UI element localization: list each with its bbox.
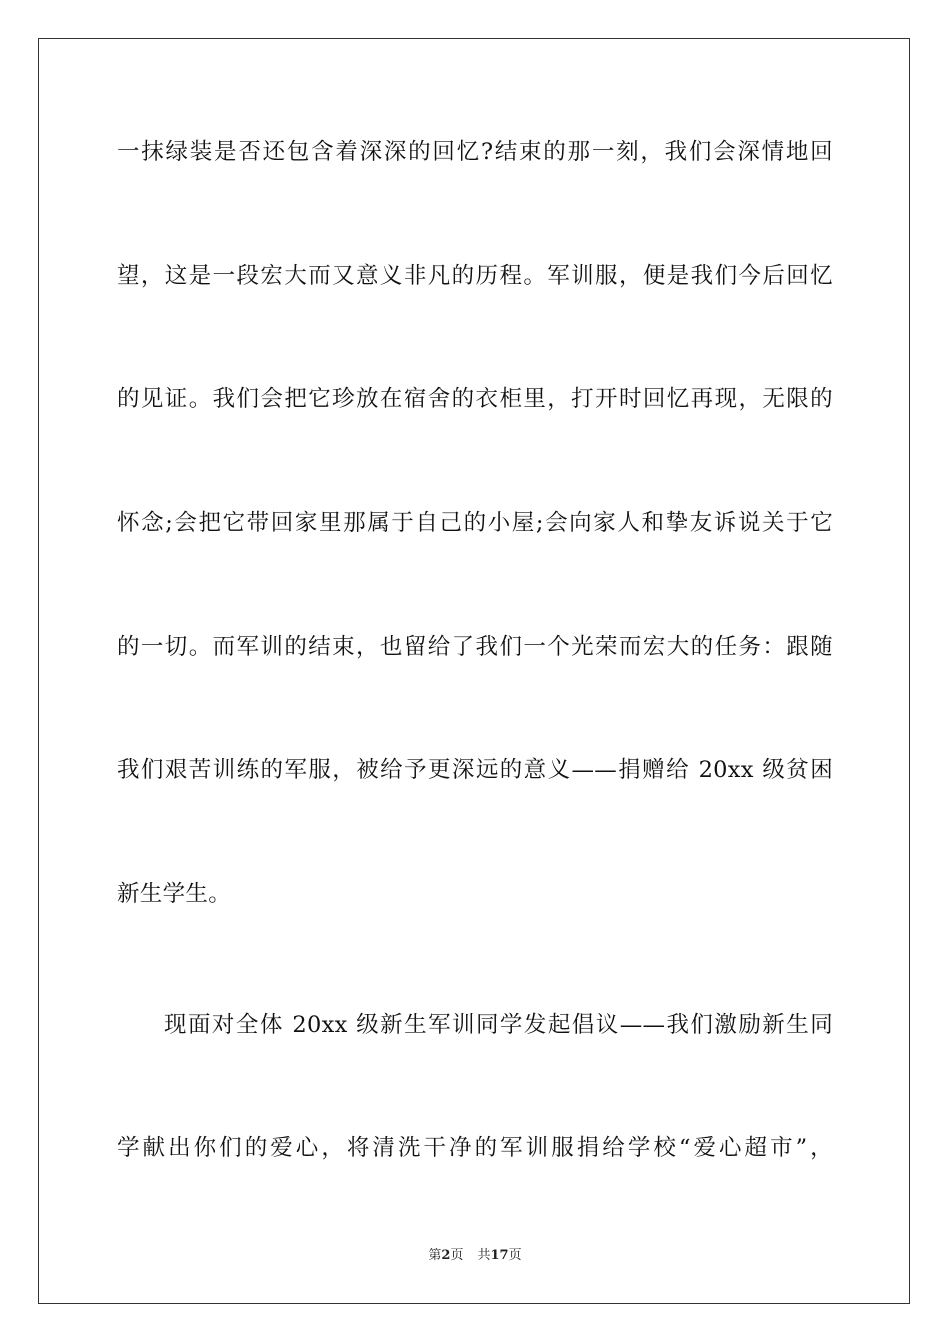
footer-total-suffix: 页 (508, 1248, 522, 1263)
footer-page-suffix: 页 (450, 1248, 464, 1263)
footer-page-prefix: 第 (428, 1248, 442, 1263)
footer-total-prefix: 共 (477, 1248, 491, 1263)
page-footer (0, 1247, 950, 1265)
body-text-line-2: 望，这是一段宏大而又意义非凡的历程。军训服，便是我们今后回忆 (117, 263, 833, 289)
body-text-line-9: 学献出你们的爱心，将清洗干净的军训服捐给学校“爱心超市”， (117, 1135, 833, 1161)
body-text-line-1: 一抹绿装是否还包含着深深的回忆?结束的那一刻，我们会深情地回 (117, 139, 833, 165)
body-text-line-8: 现面对全体 20xx 级新生军训同学发起倡议——我们激励新生同 (164, 1012, 833, 1038)
body-text-line-7: 新生学生。 (117, 881, 232, 907)
body-text-line-6: 我们艰苦训练的军服，被给予更深远的意义——捐赠给 20xx 级贫困 (117, 757, 833, 783)
footer-total-pages: 17 (490, 1248, 509, 1263)
page-border (38, 38, 910, 1304)
body-text-line-4: 怀念;会把它带回家里那属于自己的小屋;会向家人和挚友诉说关于它 (117, 510, 833, 536)
footer-page-number: 2 (441, 1248, 451, 1263)
body-text-line-5: 的一切。而军训的结束，也留给了我们一个光荣而宏大的任务：跟随 (117, 634, 833, 660)
body-text-line-3: 的见证。我们会把它珍放在宿舍的衣柜里，打开时回忆再现，无限的 (117, 386, 833, 412)
